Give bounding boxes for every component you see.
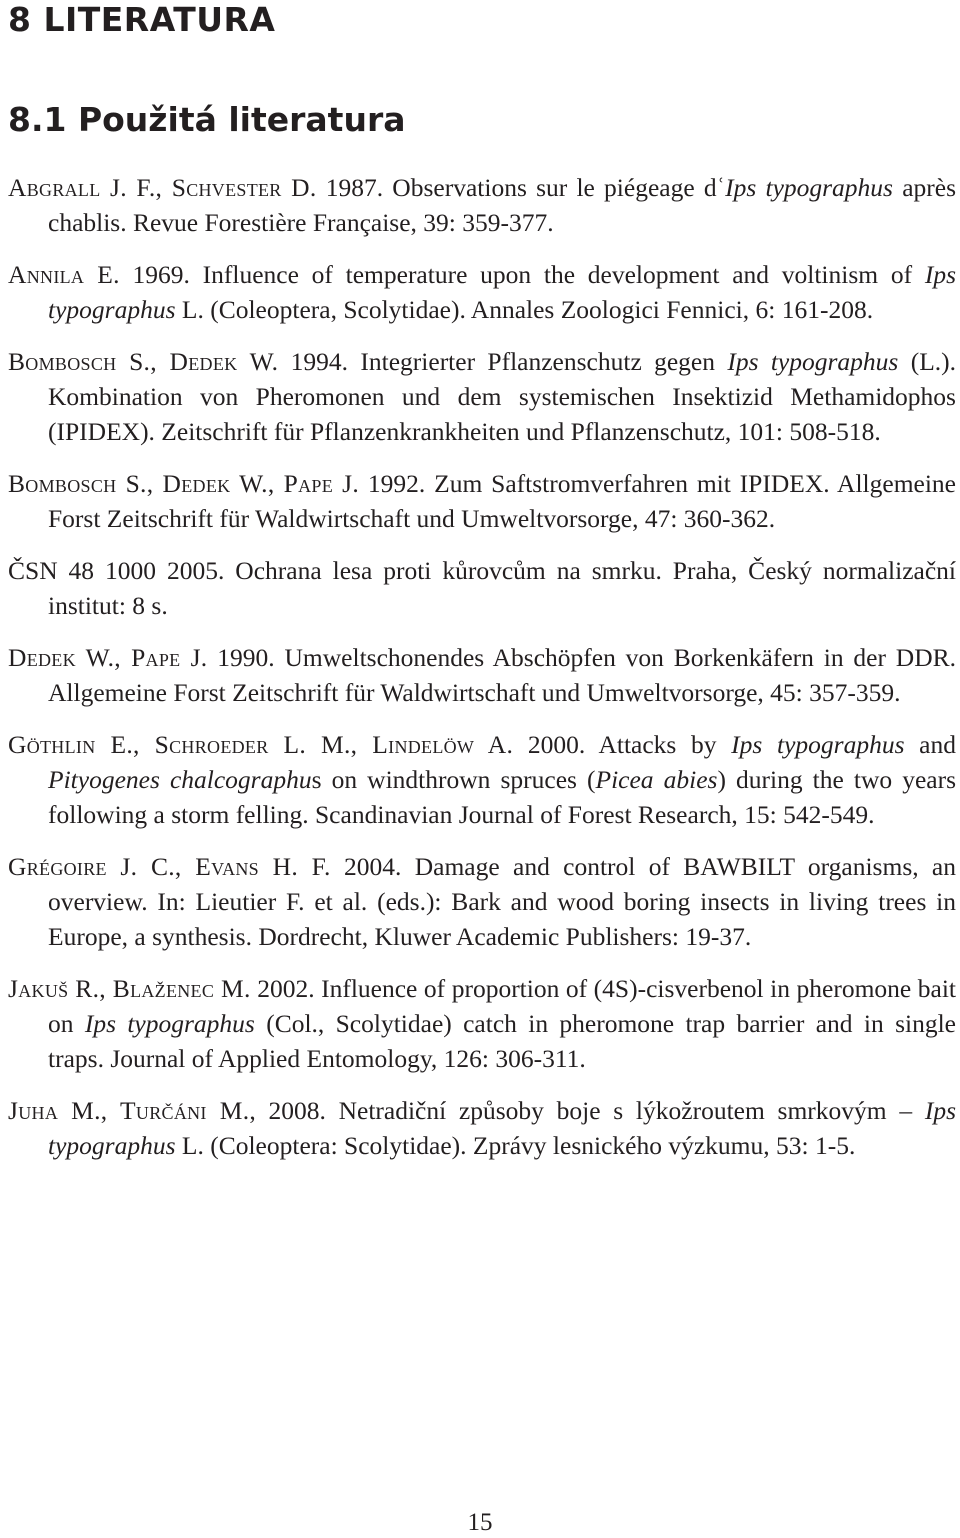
reference-italic-text: Picea abies [595, 765, 718, 794]
reference-entry [8, 640, 956, 710]
reference-italic-text: Ips typographus [731, 730, 905, 759]
reference-italic-text: Ips typographus [727, 347, 899, 376]
reference-italic-text: Ips typographus [725, 173, 893, 202]
reference-text: (L.). Kombination von Pheromonen und dem systemischen Insektizid Methamidophos (IPIDEX). Zeitschrift für Pflanzenkrankheiten und Pflanzenschutz, 101: 508-518. [48, 347, 957, 446]
reference-text: 1994. Integrierter Pflanzenschutz gegen [278, 347, 728, 376]
page-number: 15 [467, 1509, 493, 1536]
reference-entry [8, 170, 956, 240]
reference-text: ) during the two years following a storm felling. Scandinavian Journal of Forest Research, 15: 542-549. [48, 765, 956, 829]
reference-text: 1969. Influence of temperature upon the development and voltinism of [119, 260, 925, 289]
reference-authors: Bombosch S., Dedek W., Pape J. [8, 469, 360, 498]
reference-authors: Juha M., Turčáni M. [8, 1096, 250, 1125]
reference-authors: Dedek W., Pape J. [8, 643, 208, 672]
reference-text: 1990. Umweltschonendes Abschöpfen von Borkenkäfern in der DDR. Allgemeine Forst Zeitschrift für Waldwirtschaft und Umweltvorsorge, 45: 357-359. [48, 643, 956, 707]
reference-italic-text: Ips typographus [48, 1096, 956, 1160]
reference-entry [8, 466, 956, 536]
reference-entry [8, 727, 956, 832]
reference-text: (Col., Scolytidae) catch in pheromone trap barrier and in single traps. Journal of Applied Entomology, 126: 306-311. [48, 1009, 956, 1073]
chapter-title: 8 LITERATURA [8, 0, 276, 39]
reference-entry [8, 344, 956, 449]
reference-text: 2002. Influence of proportion of (4S)-cisverbenol in pheromone bait on [48, 974, 957, 1038]
reference-authors: Annila E. [8, 260, 120, 289]
reference-text: L. (Coleoptera, Scolytidae). Annales Zoologici Fennici, 6: 161-208. [175, 295, 874, 324]
reference-text: ČSN 48 1000 2005. Ochrana lesa proti kůrovcům na smrku. Praha, Český normalizační institut: 8 s. [8, 556, 956, 620]
reference-text: L. (Coleoptera: Scolytidae). Zprávy lesnického výzkumu, 53: 1-5. [175, 1131, 856, 1160]
reference-entry [8, 553, 956, 623]
reference-entry [8, 849, 956, 954]
reference-italic-text: Ips typographus [48, 260, 956, 324]
reference-list [8, 170, 956, 1180]
reference-authors: Grégoire J. C., Evans H. F. [8, 852, 331, 881]
reference-text: and [904, 730, 956, 759]
reference-text: , 2008. Netradiční způsoby boje s lýkožroutem smrkovým – [249, 1096, 925, 1125]
reference-text: 2004. Damage and control of BAWBILT organisms, an overview. In: Lieutier F. et al. (eds.): Bark and wood boring insects in living trees in Europe, a synthesis. Dordrecht, Kluwer Academic Publishers: 19-37. [48, 852, 957, 951]
reference-authors: Abgrall J. F., Schvester D. [8, 173, 317, 202]
reference-text: après chablis. Revue Forestière Française, 39: 359-377. [48, 173, 956, 237]
reference-authors: Göthlin E., Schroeder L. M., Lindelöw A. [8, 730, 514, 759]
reference-authors: Bombosch S., Dedek W. [8, 347, 279, 376]
reference-text: 1992. Zum Saftstromverfahren mit IPIDEX. Allgemeine Forst Zeitschrift für Waldwirtschaft und Umweltvorsorge, 47: 360-362. [48, 469, 956, 533]
reference-text: 2000. Attacks by [513, 730, 732, 759]
reference-text: 1987. Observations sur le piégeage dʿ [316, 173, 726, 202]
reference-entry [8, 1093, 956, 1163]
reference-entry [8, 971, 956, 1076]
reference-italic-text: Ips typographus [84, 1009, 255, 1038]
reference-authors: Jakuš R., Blaženec M. [8, 974, 251, 1003]
reference-text: s on windthrown spruces ( [311, 765, 596, 794]
reference-entry [8, 257, 956, 327]
section-title: 8.1 Použitá literatura [8, 100, 406, 139]
reference-italic-text: Pityogenes chalcographu [48, 765, 312, 794]
